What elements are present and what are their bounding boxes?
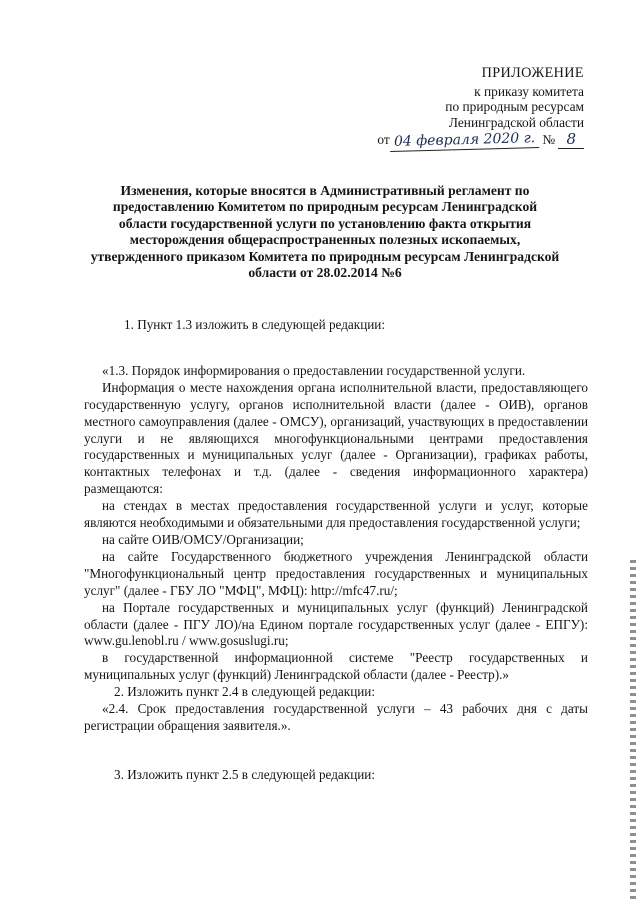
paragraph-item-2: 2. Изложить пункт 2.4 в следующей редакции:	[114, 684, 376, 700]
appendix-line-1: к приказу комитета	[474, 83, 584, 99]
appendix-line-2: по природным ресурсам	[445, 99, 584, 115]
appendix-block	[377, 66, 584, 150]
paragraph-1-3-title: «1.3. Порядок информирования о предоставлении государственной услуги.	[102, 362, 526, 378]
from-label: от	[377, 132, 390, 148]
appendix-title: ПРИЛОЖЕНИЕ	[481, 65, 584, 81]
order-date-number-line	[377, 132, 584, 150]
appendix-line-3: Ленинградской области	[448, 114, 584, 130]
scan-edge-artifact	[630, 560, 636, 900]
paragraph-site-oiv: на сайте ОИВ/ОМСУ/Организации;	[102, 531, 304, 547]
paragraph-info-location: Информация о месте нахождения органа исполнительной власти, предоставляющего государственную услугу, органов исполнительной власти (далее - ОИВ), органов местного самоуправления (далее - ОМСУ), организаций, участвующих в предоставлении услуги и не являющихся многофункциональными центрами предоставления государственных и муниципальных услуг (далее - Организации), графиках работы, контактных телефонах и т.д. (далее - сведения информационного характера) размещаются:	[84, 379, 588, 497]
handwritten-number: 8	[558, 132, 584, 149]
document-body	[84, 317, 588, 784]
paragraph-portal: на Портале государственных и муниципальных услуг (функций) Ленинградской области (далее - ПГУ ЛО)/на Едином портале государственных услуг (далее - ЕПГУ): www.gu.lenobl.ru / www.gosuslugi.ru;	[84, 599, 588, 649]
paragraph-item-3: 3. Изложить пункт 2.5 в следующей редакции:	[114, 766, 376, 782]
handwritten-date: 04 февраля 2020 г.	[390, 131, 540, 151]
paragraph-site-mfc: на сайте Государственного бюджетного учреждения Ленинградской области "Многофункциональный центр предоставления государственных и муниципальных услуг" (далее - ГБУ ЛО "МФЦ", МФЦ): http://mfc47.ru/;	[84, 548, 588, 598]
document-heading: Изменения, которые вносятся в Административный регламент по предоставлению Комитетом по природным ресурсам Ленинградской области государственной услуги по установлению факта открытия месторождения общераспространенных полезных ископаемых, утвержденного приказом Комитета по природным ресурсам Ленинградской области от 28.02.2014 №6	[90, 183, 560, 281]
paragraph-2-4-text: «2.4. Срок предоставления государственной услуги – 43 рабочих дня с даты регистрации обращения заявителя.».	[84, 701, 588, 733]
paragraph-item-1: 1. Пункт 1.3 изложить в следующей редакции:	[124, 317, 386, 332]
paragraph-stands: на стендах в местах предоставления государственной услуги и услуг, которые являются необходимыми и обязательными для предоставления государственной услуги;	[84, 498, 588, 531]
paragraph-registry: в государственной информационной системе "Реестр государственных и муниципальных услуг (функций) Ленинградской области (далее - Реестр).»	[84, 650, 588, 683]
number-label: №	[542, 132, 556, 148]
